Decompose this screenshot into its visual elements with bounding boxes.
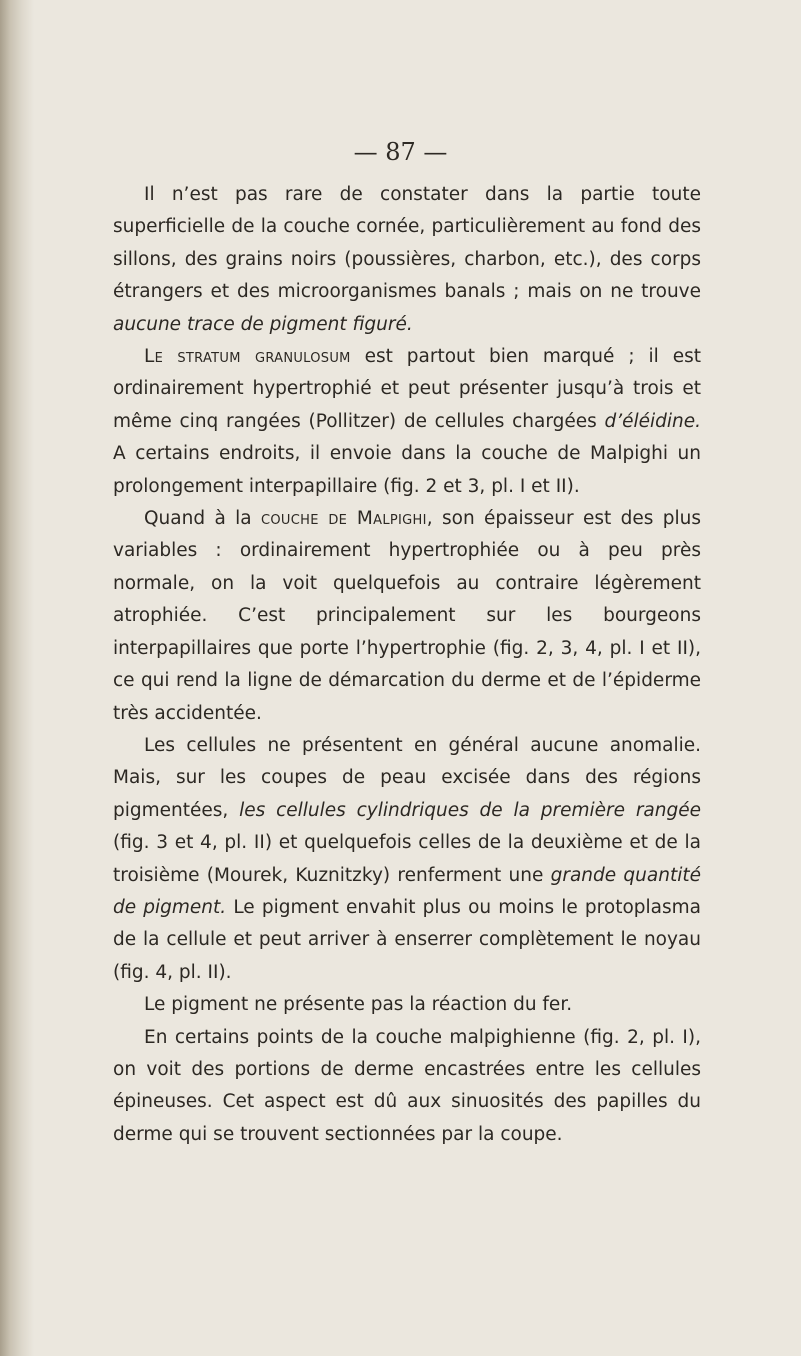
small-caps-term: Le stratum granulosum [144, 346, 351, 368]
emphasis-text: les cellules cylindriques de la première rangée [239, 799, 701, 821]
emphasis-text: grande quantité de pigment. [113, 864, 701, 918]
page-binding-shadow [0, 0, 34, 1356]
emphasis-text: d’éléidine. [604, 410, 701, 432]
small-caps-term: couche de Malpighi [261, 508, 427, 530]
emphasis-text: aucune trace de pigment figuré. [113, 313, 413, 335]
paragraph-pigment-fer: Le pigment ne présente pas la réaction du fer. [144, 994, 573, 1016]
page-number: — 87 — [353, 138, 448, 166]
paragraph-surface-layer: Il n’est pas rare de constater dans la partie toute superficielle de la couche cornée, particulièrement au fond des sillons, des grains noirs (poussières, charbon, etc.), des corps étrangers et des microorganismes banals ; mais on ne trouve aucune trace de pigment figuré. [113, 184, 701, 335]
paragraph-couche-malpighi: Quand à la couche de Malpighi, son épaisseur est des plus variables : ordinairement hypertrophiée ou à peu près normale, on la voit quelquefois au contraire légèrement atrophiée. C’est principalement sur les bourgeons interpapillaires que porte l’hypertrophie (fig. 2, 3, 4, pl. I et II), ce qui rend la ligne de démarcation du derme et de l’épiderme très accidentée. [113, 508, 702, 724]
paragraph-derme-encastre: En certains points de la couche malpighienne (fig. 2, pl. I), on voit des portions de derme encastrées entre les cellules épineuses. Cet aspect est dû aux sinuosités des papilles du derme qui se trouvent sectionnées par la coupe. [113, 1026, 701, 1145]
paragraph-cellules: Les cellules ne présentent en général aucune anomalie. Mais, sur les coupes de peau excisée dans des régions pigmentées, les cellules cylindriques de la première rangée (fig. 3 et 4, pl. II) et quelquefois celles de la deuxième et de la troisième (Mourek, Kuznitzky) renferment une grande quantité de pigment. Le pigment envahit plus ou moins le protoplasma de la cellule et peut arriver à enserrer complètement le noyau (fig. 4, pl. II). [113, 734, 701, 983]
paragraph-stratum-granulosum: Le stratum granulosum est partout bien marqué ; il est ordinairement hypertrophié et peut présenter jusqu’à trois et même cinq rangées (Pollitzer) de cellules chargées d’éléidine. A certains endroits, il envoie dans la couche de Malpighi un prolongement interpapillaire (fig. 2 et 3, pl. I et II). [113, 346, 701, 497]
body-text [113, 179, 701, 1151]
